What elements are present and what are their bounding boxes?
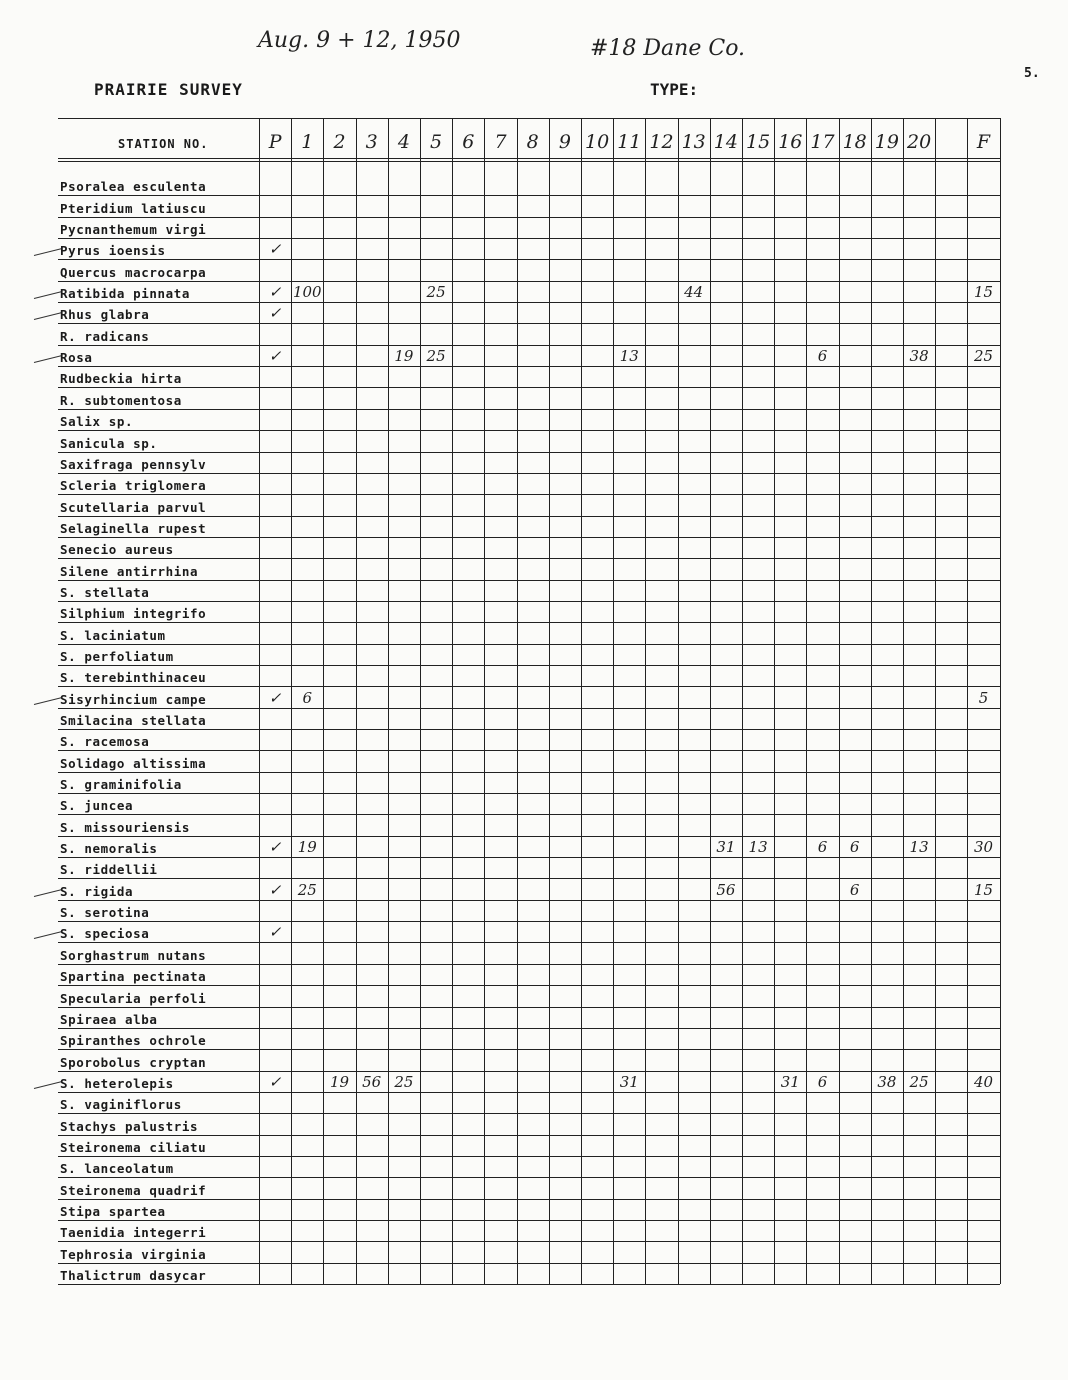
- row-rule: [58, 985, 1000, 986]
- row-rule: [58, 644, 1000, 645]
- row-rule: [58, 195, 1000, 196]
- cover-value: 13: [909, 838, 929, 857]
- column-header: F: [976, 131, 991, 153]
- cover-value: 25: [909, 1072, 929, 1091]
- row-rule: [58, 1177, 1000, 1178]
- row-rule: [58, 452, 1000, 453]
- row-rule: [58, 878, 1000, 879]
- cover-value: 38: [877, 1072, 897, 1091]
- species-name: Rosa: [60, 350, 93, 366]
- cover-value: 6: [817, 347, 828, 366]
- species-name: Stachys palustris: [60, 1118, 199, 1134]
- species-name: Specularia perfoli: [60, 990, 207, 1006]
- row-rule: [58, 836, 1000, 837]
- row-rule: [58, 729, 1000, 730]
- species-name: Saxifraga pennsylv: [60, 456, 207, 472]
- column-rule: [1000, 118, 1001, 1284]
- column-header: 4: [397, 131, 410, 153]
- species-name: Stipa spartea: [60, 1203, 166, 1219]
- row-rule: [58, 750, 1000, 751]
- species-name: Tephrosia virginia: [60, 1246, 207, 1262]
- column-rule: [452, 118, 453, 1284]
- species-name: Pteridium latiuscu: [60, 200, 207, 216]
- species-name: Sisyrhincium campe: [60, 691, 207, 707]
- row-rule: [58, 473, 1000, 474]
- species-name: Ratibida pinnata: [60, 286, 191, 302]
- cover-value: 56: [362, 1072, 382, 1091]
- cover-value: 100: [292, 283, 322, 302]
- row-rule: [58, 516, 1000, 517]
- row-rule: [58, 1199, 1000, 1200]
- column-header: 9: [558, 131, 571, 153]
- table-top-rule: [58, 118, 1000, 119]
- row-rule: [58, 942, 1000, 943]
- column-header: 12: [649, 131, 674, 153]
- column-rule: [388, 118, 389, 1284]
- species-name: Sorghastrum nutans: [60, 947, 207, 963]
- species-name: Spiraea alba: [60, 1011, 158, 1027]
- row-rule: [58, 921, 1000, 922]
- presence-check: ✓: [268, 688, 282, 707]
- species-name: Scleria triglomera: [60, 478, 207, 494]
- cover-value: 15: [973, 283, 994, 302]
- row-rule: [58, 857, 1000, 858]
- column-rule: [517, 118, 518, 1284]
- cover-value: 25: [297, 880, 317, 899]
- column-rule: [356, 118, 357, 1284]
- species-name: Spiranthes ochrole: [60, 1033, 207, 1049]
- row-rule: [58, 622, 1000, 623]
- species-name: S. perfoliatum: [60, 648, 174, 664]
- column-rule: [935, 118, 936, 1284]
- row-rule: [58, 281, 1000, 282]
- species-name: Pyrus ioensis: [60, 243, 166, 259]
- cover-value: 31: [780, 1072, 800, 1091]
- cover-value: 30: [973, 838, 994, 857]
- column-header: 18: [842, 131, 867, 153]
- row-rule: [58, 259, 1000, 260]
- row-rule: [58, 708, 1000, 709]
- column-header: 7: [494, 131, 507, 153]
- row-rule: [58, 387, 1000, 388]
- row-rule: [58, 1049, 1000, 1050]
- row-rule: [58, 814, 1000, 815]
- cover-value: 25: [426, 347, 446, 366]
- cover-value: 6: [849, 880, 860, 899]
- cover-value: 13: [619, 347, 639, 366]
- column-rule: [871, 118, 872, 1284]
- row-rule: [58, 665, 1000, 666]
- cover-value: 25: [394, 1072, 414, 1091]
- column-header: 15: [746, 131, 771, 153]
- row-rule: [58, 558, 1000, 559]
- cover-value: 15: [973, 880, 994, 899]
- cover-value: 38: [909, 347, 929, 366]
- species-name: Steironema quadrif: [60, 1182, 207, 1198]
- column-header: 17: [810, 131, 835, 153]
- column-rule: [806, 118, 807, 1284]
- species-name: Silphium integrifo: [60, 606, 207, 622]
- cover-value: 31: [716, 838, 736, 857]
- species-name: S. nemoralis: [60, 841, 158, 857]
- species-name: S. lanceolatum: [60, 1161, 174, 1177]
- species-name: Thalictrum dasycar: [60, 1268, 207, 1283]
- column-header: 6: [462, 131, 475, 153]
- presence-check: ✓: [268, 838, 282, 857]
- column-header: 3: [365, 131, 378, 153]
- cover-value: 19: [394, 347, 414, 366]
- column-rule: [645, 118, 646, 1284]
- row-rule: [58, 964, 1000, 965]
- species-name: Taenidia integerri: [60, 1225, 207, 1241]
- row-rule: [58, 686, 1000, 687]
- column-header: 14: [713, 131, 738, 153]
- species-name: S. riddellii: [60, 862, 158, 878]
- row-rule: [58, 1220, 1000, 1221]
- margin-tick-mark: [34, 291, 61, 299]
- species-name: S. rigida: [60, 883, 134, 899]
- cover-value: 56: [716, 880, 736, 899]
- handwritten-reference: #18 Dane Co.: [590, 36, 746, 61]
- row-rule: [58, 772, 1000, 773]
- cover-value: 6: [849, 838, 860, 857]
- row-rule: [58, 1071, 1000, 1072]
- species-name: S. serotina: [60, 905, 150, 921]
- column-header: 16: [778, 131, 803, 153]
- species-name: Salix sp.: [60, 414, 134, 430]
- column-rule: [323, 118, 324, 1284]
- column-header: 8: [526, 131, 539, 153]
- column-header: 20: [907, 131, 932, 153]
- species-name: S. vaginiflorus: [60, 1097, 182, 1113]
- presence-check: ✓: [268, 1072, 282, 1091]
- handwritten-date: Aug. 9 + 12, 1950: [258, 28, 461, 53]
- page-number: 5.: [1024, 66, 1040, 81]
- species-name: Pycnanthemum virgi: [60, 222, 207, 238]
- row-rule: [58, 217, 1000, 218]
- row-rule: [58, 345, 1000, 346]
- species-name: Steironema ciliatu: [60, 1139, 207, 1155]
- header-rule: [58, 158, 1000, 159]
- species-name: R. radicans: [60, 328, 150, 344]
- column-header: 1: [301, 131, 314, 153]
- row-rule: [58, 1028, 1000, 1029]
- cover-value: 6: [817, 838, 828, 857]
- column-header: 11: [617, 131, 642, 153]
- row-rule: [58, 1135, 1000, 1136]
- cover-value: 31: [619, 1072, 639, 1091]
- species-name: Smilacina stellata: [60, 713, 207, 728]
- cover-value: 44: [684, 283, 704, 302]
- column-rule: [549, 118, 550, 1284]
- species-name: R. subtomentosa: [60, 392, 182, 408]
- row-rule: [58, 537, 1000, 538]
- species-name: Quercus macrocarpa: [60, 264, 207, 280]
- cover-value: 6: [817, 1072, 828, 1091]
- margin-tick-mark: [34, 697, 61, 705]
- row-rule: [58, 793, 1000, 794]
- row-rule: [58, 323, 1000, 324]
- presence-check: ✓: [268, 283, 282, 302]
- type-label: TYPE:: [650, 80, 699, 99]
- species-name: Silene antirrhina: [60, 563, 199, 579]
- column-rule: [484, 118, 485, 1284]
- row-rule: [58, 366, 1000, 367]
- column-header: 13: [681, 131, 706, 153]
- row-rule: [58, 1241, 1000, 1242]
- row-rule: [58, 430, 1000, 431]
- species-name: Psoralea esculenta: [60, 179, 207, 195]
- column-rule: [742, 118, 743, 1284]
- column-header: 5: [430, 131, 443, 153]
- row-rule: [58, 1092, 1000, 1093]
- presence-check: ✓: [268, 304, 282, 323]
- margin-tick-mark: [34, 889, 61, 897]
- species-name: S. laciniatum: [60, 627, 166, 643]
- row-rule: [58, 1007, 1000, 1008]
- column-rule: [903, 118, 904, 1284]
- species-name: S. heterolepis: [60, 1075, 174, 1091]
- species-name: Sporobolus cryptan: [60, 1054, 207, 1070]
- margin-tick-mark: [34, 355, 61, 363]
- species-name: S. juncea: [60, 798, 134, 814]
- cover-value: 5: [978, 688, 989, 707]
- margin-tick-mark: [34, 313, 61, 321]
- species-name: Spartina pectinata: [60, 969, 207, 985]
- table-bottom-rule: [259, 1284, 1000, 1285]
- species-name: Sanicula sp.: [60, 435, 158, 451]
- row-rule: [58, 601, 1000, 602]
- species-name: Scutellaria parvul: [60, 499, 207, 515]
- header-rule: [58, 161, 1000, 162]
- column-rule: [710, 118, 711, 1284]
- species-name: Rudbeckia hirta: [60, 371, 182, 387]
- species-name: Solidago altissima: [60, 755, 207, 771]
- species-name: S. terebinthinaceu: [60, 670, 207, 686]
- row-rule: [58, 1156, 1000, 1157]
- species-name: Rhus glabra: [60, 307, 150, 323]
- presence-check: ✓: [268, 923, 282, 942]
- row-rule: [58, 900, 1000, 901]
- cover-value: 25: [426, 283, 446, 302]
- row-rule: [58, 238, 1000, 239]
- cover-value: 19: [329, 1072, 350, 1091]
- row-rule: [58, 1263, 1000, 1264]
- margin-tick-mark: [34, 249, 61, 257]
- presence-check: ✓: [268, 347, 282, 366]
- species-name: S. speciosa: [60, 926, 150, 942]
- column-rule: [774, 118, 775, 1284]
- column-rule: [581, 118, 582, 1284]
- page-title: PRAIRIE SURVEY: [94, 80, 243, 99]
- cover-value: 40: [973, 1072, 994, 1091]
- row-rule: [58, 409, 1000, 410]
- column-rule: [839, 118, 840, 1284]
- column-header: P: [268, 131, 282, 153]
- cover-value: 6: [302, 688, 313, 707]
- station-label: STATION NO.: [118, 137, 209, 151]
- row-rule: [58, 302, 1000, 303]
- presence-check: ✓: [268, 240, 282, 259]
- cover-value: 25: [973, 347, 994, 366]
- species-name: S. graminifolia: [60, 777, 182, 793]
- row-rule: [58, 494, 1000, 495]
- column-header: 10: [585, 131, 610, 153]
- species-name: Selaginella rupest: [60, 520, 207, 536]
- margin-tick-mark: [34, 932, 61, 940]
- margin-tick-mark: [34, 1081, 61, 1089]
- species-name: S. stellata: [60, 584, 150, 600]
- species-name: S. racemosa: [60, 734, 150, 750]
- species-name: S. missouriensis: [60, 819, 191, 835]
- cover-value: 19: [297, 838, 317, 857]
- species-name: Senecio aureus: [60, 542, 174, 558]
- cover-value: 13: [748, 838, 768, 857]
- column-rule: [613, 118, 614, 1284]
- column-header: 2: [333, 131, 346, 153]
- presence-check: ✓: [268, 880, 282, 899]
- column-header: 19: [874, 131, 899, 153]
- row-rule: [58, 580, 1000, 581]
- row-rule: [58, 1113, 1000, 1114]
